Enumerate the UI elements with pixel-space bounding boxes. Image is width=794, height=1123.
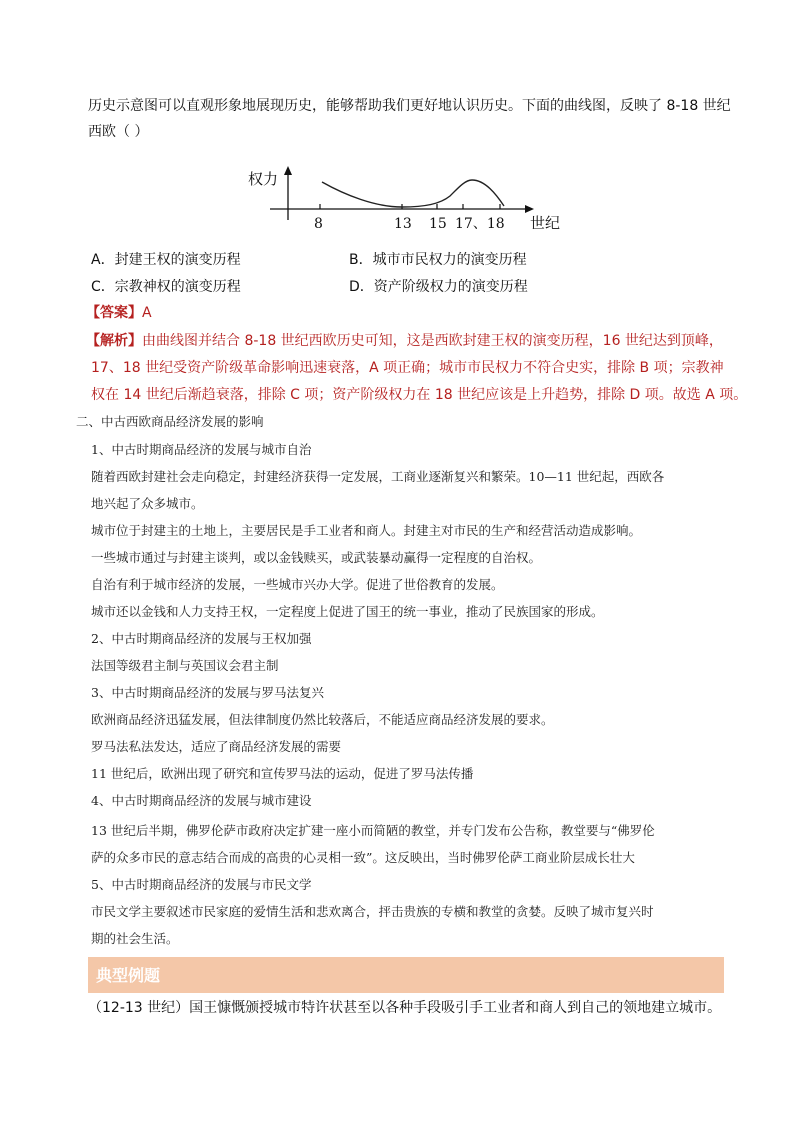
- answer-value: A: [142, 305, 152, 321]
- chart-y-label: 权力: [248, 170, 279, 188]
- analysis-line-2: 17、18 世纪受资产阶级革命影响迅速衰落，A 项正确；城市市民权力不符合史实，排除 B 项；宗教神: [91, 360, 724, 376]
- tick-label-15: 15: [429, 216, 447, 232]
- body-line: 11 世纪后，欧洲出现了研究和宣传罗马法的运动，促进了罗马法传播: [91, 766, 474, 781]
- subheading-2: 2、中古时期商品经济的发展与王权加强: [91, 631, 312, 646]
- body-line: 城市还以金钱和人力支持王权，一定程度上促进了国王的统一事业，推动了民族国家的形成。: [91, 604, 604, 619]
- chart-x-label: 世纪: [530, 214, 561, 232]
- option-a: A．封建王权的演变历程: [91, 252, 241, 268]
- option-b: B．城市市民权力的演变历程: [349, 252, 527, 268]
- analysis-text-1: 由曲线图并结合 8-18 世纪西欧历史可知，这是西欧封建王权的演变历程，16 世纪达到顶峰，: [142, 333, 723, 349]
- analysis-line-3: 权在 14 世纪后渐趋衰落，排除 C 项；资产阶级权力在 18 世纪应该是上升趋势，排除 D 项。故选 A 项。: [91, 387, 748, 403]
- tick-label-8: 8: [314, 216, 323, 232]
- option-d: D．资产阶级权力的演变历程: [349, 279, 528, 295]
- body-line: 一些城市通过与封建主谈判，或以金钱赎买，或武装暴动赢得一定程度的自治权。: [91, 550, 542, 565]
- example-section-bar: [88, 957, 724, 993]
- subheading-4: 4、中古时期商品经济的发展与城市建设: [91, 793, 312, 808]
- body-line: 13 世纪后半期，佛罗伦萨市政府决定扩建一座小而简陋的教堂，并专门发布公告称，教堂要与“佛罗伦: [91, 823, 655, 838]
- subheading-1: 1、中古时期商品经济的发展与城市自治: [91, 442, 312, 457]
- body-line: 随着西欧封建社会走向稳定，封建经济获得一定发展，工商业逐渐复兴和繁荣。10—11 世纪起，西欧各: [91, 469, 665, 484]
- body-line: 城市位于封建主的土地上，主要居民是手工业者和商人。封建主对市民的生产和经营活动造成影响。: [91, 523, 642, 538]
- body-line: 地兴起了众多城市。: [91, 496, 204, 511]
- power-curve-chart: [240, 160, 580, 240]
- body-line: 期的社会生活。: [91, 931, 179, 946]
- example-line: （12-13 世纪）国王慷慨颁授城市特许状甚至以各种手段吸引手工业者和商人到自己的领地建立城市。: [88, 1000, 722, 1016]
- answer-tag: 【答案】: [86, 305, 142, 321]
- power-curve: [322, 180, 504, 207]
- tick-label-17-18: 17、18: [455, 216, 505, 232]
- body-line: 欧洲商品经济迅猛发展，但法律制度仍然比较落后，不能适应商品经济发展的要求。: [91, 712, 554, 727]
- section-heading-2: 二、中古西欧商品经济发展的影响: [76, 414, 264, 429]
- example-section-title: 典型例题: [96, 966, 161, 985]
- analysis-tag: 【解析】: [86, 333, 142, 349]
- body-line: 罗马法私法发达，适应了商品经济发展的需要: [91, 739, 342, 754]
- body-line: 萨的众多市民的意志结合而成的高贵的心灵相一致”。这反映出，当时佛罗伦萨工商业阶层成长壮大: [91, 850, 635, 865]
- question-line-2: 西欧（ ）: [88, 124, 149, 140]
- question-line-1: 历史示意图可以直观形象地展现历史，能够帮助我们更好地认识历史。下面的曲线图，反映了 8-18 世纪: [88, 98, 731, 114]
- chart-y-arrow: [284, 166, 292, 175]
- chart-x-arrow: [525, 205, 534, 213]
- option-c: C．宗教神权的演变历程: [91, 279, 241, 295]
- analysis-line-1: [86, 330, 723, 352]
- subheading-5: 5、中古时期商品经济的发展与市民文学: [91, 877, 312, 892]
- body-line: 法国等级君主制与英国议会君主制: [91, 658, 279, 673]
- answer-line: [86, 302, 152, 324]
- subheading-3: 3、中古时期商品经济的发展与罗马法复兴: [91, 685, 324, 700]
- tick-label-13: 13: [394, 216, 412, 232]
- body-line: 市民文学主要叙述市民家庭的爱情生活和悲欢离合，抨击贵族的专横和教堂的贪婪。反映了城市复兴时: [91, 904, 654, 919]
- body-line: 自治有利于城市经济的发展，一些城市兴办大学。促进了世俗教育的发展。: [91, 577, 504, 592]
